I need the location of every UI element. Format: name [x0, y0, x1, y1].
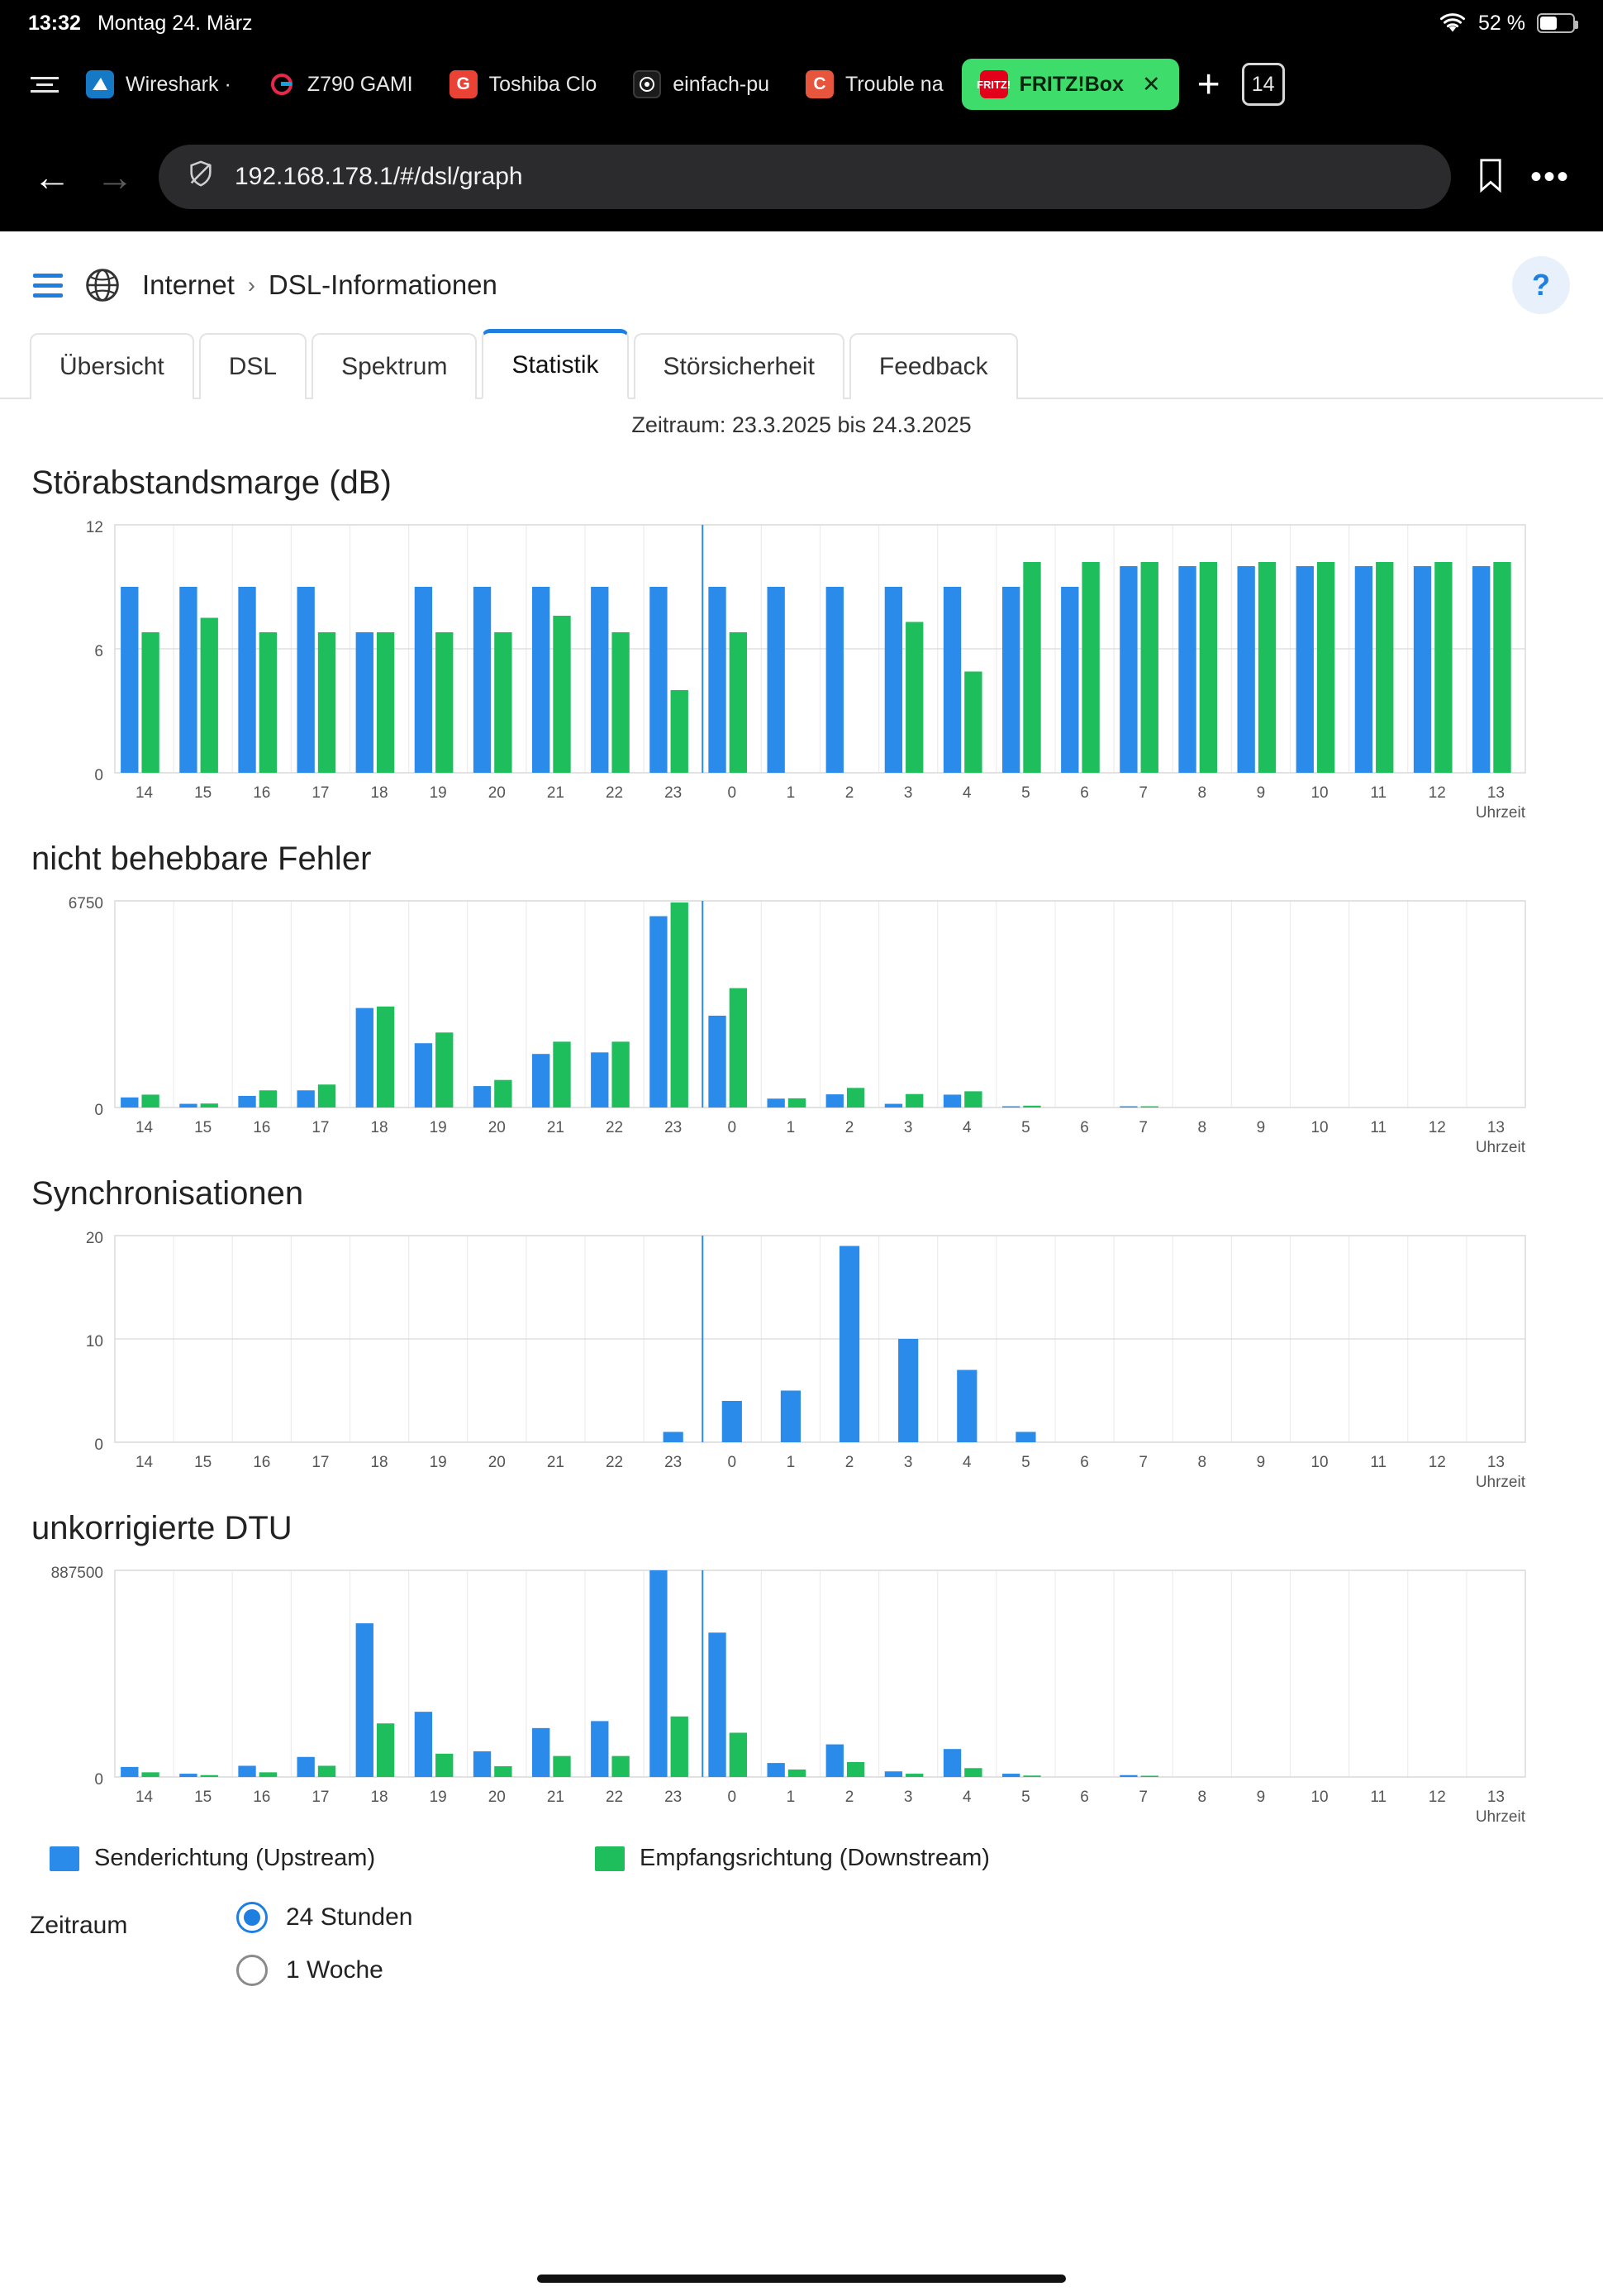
svg-text:22: 22 — [605, 1119, 624, 1136]
svg-text:6750: 6750 — [68, 895, 103, 912]
chart-stoerabstandsmarge — [28, 513, 1575, 819]
svg-text:11: 11 — [1370, 1119, 1387, 1136]
google-favicon: G — [450, 70, 478, 98]
tab-count-button[interactable]: 14 — [1242, 63, 1285, 106]
svg-text:9: 9 — [1256, 784, 1266, 802]
svg-text:12: 12 — [1428, 1789, 1446, 1806]
svg-text:0: 0 — [94, 1102, 103, 1119]
radio-icon-selected[interactable] — [236, 1902, 268, 1933]
chat-favicon: C — [806, 70, 834, 98]
breadcrumb — [142, 269, 497, 301]
tab-stoersicherheit[interactable]: Störsicherheit — [634, 333, 844, 399]
svg-text:14: 14 — [135, 1454, 154, 1471]
close-tab-icon[interactable]: ✕ — [1141, 71, 1161, 97]
svg-text:17: 17 — [312, 1789, 330, 1806]
svg-text:21: 21 — [546, 1119, 565, 1136]
gigabyte-favicon — [268, 70, 296, 98]
svg-text:12: 12 — [1428, 1119, 1446, 1136]
svg-text:Uhrzeit: Uhrzeit — [1475, 1474, 1525, 1489]
insecure-shield-icon — [187, 160, 215, 194]
chart-title: Synchronisationen — [31, 1175, 304, 1212]
chart-block-dtu — [0, 1510, 1603, 1823]
svg-text:7: 7 — [1139, 1454, 1148, 1471]
url-bar — [0, 122, 1603, 231]
svg-text:10: 10 — [1310, 1789, 1329, 1806]
svg-text:17: 17 — [312, 1454, 330, 1471]
svg-text:0: 0 — [94, 767, 103, 784]
svg-text:13: 13 — [1486, 1789, 1505, 1806]
svg-text:23: 23 — [664, 784, 683, 802]
svg-text:6: 6 — [94, 643, 103, 660]
page-header — [0, 231, 1603, 329]
browser-tab-trouble[interactable] — [787, 59, 962, 110]
tab-statistik[interactable]: Statistik — [482, 329, 628, 399]
svg-text:6: 6 — [1080, 1119, 1089, 1136]
svg-text:18: 18 — [370, 784, 388, 802]
chart-block-stoerabstandsmarge — [0, 464, 1603, 819]
svg-text:19: 19 — [429, 1454, 447, 1471]
svg-text:8: 8 — [1197, 1454, 1207, 1471]
radio-icon[interactable] — [236, 1955, 268, 1986]
svg-text:0: 0 — [727, 1454, 737, 1471]
svg-text:15: 15 — [194, 784, 212, 802]
fritzbox-favicon: FRITZ! — [980, 70, 1008, 98]
svg-text:7: 7 — [1139, 1789, 1148, 1806]
svg-text:4: 4 — [963, 784, 972, 802]
svg-text:0: 0 — [727, 784, 737, 802]
svg-text:0: 0 — [727, 1789, 737, 1806]
svg-text:8: 8 — [1197, 1119, 1207, 1136]
svg-text:22: 22 — [605, 784, 624, 802]
chart-block-fehler — [0, 841, 1603, 1154]
svg-text:4: 4 — [963, 1454, 972, 1471]
svg-text:20: 20 — [488, 1454, 506, 1471]
chart-title: Störabstandsmarge (dB) — [31, 464, 392, 501]
svg-text:17: 17 — [312, 784, 330, 802]
tab-spektrum[interactable]: Spektrum — [312, 333, 477, 399]
browser-tab-einfach[interactable] — [615, 59, 787, 110]
svg-text:8: 8 — [1197, 784, 1207, 802]
browser-tab-label: Trouble na — [845, 72, 944, 96]
svg-text:Uhrzeit: Uhrzeit — [1475, 1808, 1525, 1823]
svg-text:10: 10 — [1310, 1119, 1329, 1136]
svg-text:14: 14 — [135, 1789, 154, 1806]
svg-text:23: 23 — [664, 1789, 683, 1806]
svg-text:13: 13 — [1486, 1454, 1505, 1471]
svg-text:Uhrzeit: Uhrzeit — [1475, 804, 1525, 819]
fritzbox-page — [0, 231, 1603, 2296]
svg-text:15: 15 — [194, 1454, 212, 1471]
zeitraum-section — [0, 1880, 1603, 1986]
status-date: Montag 24. März — [97, 11, 253, 35]
svg-text:7: 7 — [1139, 1119, 1148, 1136]
browser-tab-label: Wireshark · — [126, 72, 231, 96]
svg-text:8: 8 — [1197, 1789, 1207, 1806]
svg-text:1: 1 — [786, 784, 796, 802]
svg-text:16: 16 — [253, 1454, 271, 1471]
svg-text:0: 0 — [94, 1771, 103, 1789]
svg-text:4: 4 — [963, 1789, 972, 1806]
svg-text:3: 3 — [903, 784, 913, 802]
chart-unkorrigierte-dtu — [28, 1559, 1575, 1823]
browser-tab-label: FRITZ!Box — [1019, 72, 1124, 96]
breadcrumb-separator: › — [247, 272, 255, 298]
svg-text:5: 5 — [1021, 1454, 1030, 1471]
breadcrumb-root[interactable]: Internet — [142, 269, 235, 300]
svg-text:2: 2 — [844, 784, 854, 802]
svg-text:9: 9 — [1256, 1454, 1266, 1471]
svg-text:0: 0 — [94, 1436, 103, 1454]
svg-text:13: 13 — [1486, 784, 1505, 802]
svg-text:1: 1 — [786, 1119, 796, 1136]
wireshark-favicon — [86, 70, 114, 98]
legend-item-downstream — [595, 1845, 990, 1872]
svg-text:15: 15 — [194, 1789, 212, 1806]
svg-text:21: 21 — [546, 784, 565, 802]
browser-tab-label: Toshiba Clo — [488, 72, 597, 96]
svg-text:2: 2 — [844, 1789, 854, 1806]
svg-text:887500: 887500 — [50, 1565, 103, 1582]
more-options-icon[interactable]: ••• — [1529, 158, 1570, 195]
battery-icon — [1537, 13, 1575, 33]
svg-text:14: 14 — [135, 1119, 154, 1136]
svg-text:17: 17 — [312, 1119, 330, 1136]
legend-item-upstream — [50, 1845, 595, 1872]
svg-text:5: 5 — [1021, 1789, 1030, 1806]
svg-text:10: 10 — [1310, 784, 1329, 802]
legend-label-upstream: Senderichtung (Upstream) — [94, 1845, 376, 1871]
radio-label: 24 Stunden — [286, 1903, 413, 1931]
svg-text:12: 12 — [1428, 784, 1446, 802]
chart-title: nicht behebbare Fehler — [31, 841, 372, 877]
bookmark-icon[interactable] — [1476, 158, 1505, 197]
back-button[interactable]: ← — [33, 155, 71, 198]
browser-tab-wireshark[interactable] — [68, 59, 250, 110]
browser-tab-label: Z790 GAMI — [307, 72, 413, 96]
address-bar[interactable] — [159, 145, 1451, 209]
legend-swatch-upstream — [50, 1846, 79, 1871]
chart-synchronisationen — [28, 1224, 1575, 1489]
svg-text:9: 9 — [1256, 1119, 1266, 1136]
url-text: 192.168.178.1/#/dsl/graph — [235, 163, 523, 190]
battery-percent: 52 % — [1478, 11, 1525, 35]
svg-text:16: 16 — [253, 1119, 271, 1136]
svg-text:11: 11 — [1370, 1789, 1387, 1806]
svg-text:6: 6 — [1080, 1454, 1089, 1471]
svg-text:5: 5 — [1021, 784, 1030, 802]
einfach-favicon — [633, 70, 661, 98]
svg-text:1: 1 — [786, 1454, 796, 1471]
svg-text:22: 22 — [605, 1789, 624, 1806]
breadcrumb-current: DSL-Informationen — [268, 269, 497, 300]
svg-text:18: 18 — [370, 1789, 388, 1806]
svg-text:21: 21 — [546, 1454, 565, 1471]
svg-text:16: 16 — [253, 1789, 271, 1806]
svg-text:4: 4 — [963, 1119, 972, 1136]
svg-text:14: 14 — [135, 784, 154, 802]
svg-text:20: 20 — [85, 1230, 103, 1247]
globe-icon — [84, 267, 121, 303]
wifi-icon — [1439, 12, 1467, 34]
radio-label: 1 Woche — [286, 1956, 383, 1984]
legend-label-downstream: Empfangsrichtung (Downstream) — [640, 1845, 990, 1871]
chart-title: unkorrigierte DTU — [31, 1510, 293, 1546]
svg-text:20: 20 — [488, 1789, 506, 1806]
zeitraum-label: Zeitraum — [30, 1912, 128, 1939]
period-text: Zeitraum: 23.3.2025 bis 24.3.2025 — [631, 412, 972, 437]
menu-icon[interactable] — [33, 274, 63, 298]
chart-legend — [0, 1823, 1603, 1880]
svg-text:6: 6 — [1080, 1789, 1089, 1806]
svg-text:10: 10 — [85, 1333, 103, 1350]
browser-tab-strip — [0, 46, 1603, 122]
svg-text:0: 0 — [727, 1119, 737, 1136]
svg-text:21: 21 — [546, 1789, 565, 1806]
radio-1-woche[interactable] — [236, 1955, 412, 1986]
forward-button[interactable]: → — [96, 155, 134, 198]
chart-block-synchronisationen — [0, 1175, 1603, 1489]
svg-text:18: 18 — [370, 1119, 388, 1136]
svg-text:11: 11 — [1370, 784, 1387, 802]
svg-text:23: 23 — [664, 1454, 683, 1471]
svg-text:13: 13 — [1486, 1119, 1505, 1136]
home-indicator — [537, 2275, 1066, 2283]
svg-text:2: 2 — [844, 1119, 854, 1136]
status-time: 13:32 — [28, 11, 81, 35]
svg-text:3: 3 — [903, 1789, 913, 1806]
tab-menu-icon[interactable] — [21, 77, 68, 93]
svg-text:23: 23 — [664, 1119, 683, 1136]
svg-text:9: 9 — [1256, 1789, 1266, 1806]
svg-text:22: 22 — [605, 1454, 624, 1471]
new-tab-button[interactable]: + — [1196, 62, 1220, 107]
browser-tab-fritzbox[interactable] — [962, 59, 1179, 110]
svg-text:19: 19 — [429, 1119, 447, 1136]
svg-text:12: 12 — [1428, 1454, 1446, 1471]
tab-feedback[interactable]: Feedback — [849, 333, 1018, 399]
tab-dsl[interactable]: DSL — [199, 333, 307, 399]
svg-text:2: 2 — [844, 1454, 854, 1471]
radio-24-stunden[interactable] — [236, 1902, 412, 1933]
browser-tab-label: einfach-pu — [673, 72, 770, 96]
svg-text:5: 5 — [1021, 1119, 1030, 1136]
svg-text:19: 19 — [429, 784, 447, 802]
legend-swatch-downstream — [595, 1846, 625, 1871]
svg-text:15: 15 — [194, 1119, 212, 1136]
svg-text:3: 3 — [903, 1119, 913, 1136]
svg-text:6: 6 — [1080, 784, 1089, 802]
svg-text:10: 10 — [1310, 1454, 1329, 1471]
tab-uebersicht[interactable]: Übersicht — [30, 333, 194, 399]
svg-text:12: 12 — [85, 519, 103, 536]
svg-text:20: 20 — [488, 784, 506, 802]
svg-text:3: 3 — [903, 1454, 913, 1471]
svg-text:1: 1 — [786, 1789, 796, 1806]
svg-text:Uhrzeit: Uhrzeit — [1475, 1139, 1525, 1154]
browser-tab-toshiba[interactable] — [431, 59, 616, 110]
chart-nicht-behebbare-fehler — [28, 889, 1575, 1154]
fritzbox-tabs — [0, 329, 1603, 399]
svg-text:20: 20 — [488, 1119, 506, 1136]
browser-tab-z790[interactable] — [250, 59, 431, 110]
help-button[interactable]: ? — [1512, 256, 1570, 314]
svg-text:19: 19 — [429, 1789, 447, 1806]
svg-text:11: 11 — [1370, 1454, 1387, 1471]
svg-text:7: 7 — [1139, 784, 1148, 802]
svg-text:18: 18 — [370, 1454, 388, 1471]
status-bar — [0, 0, 1603, 46]
svg-text:16: 16 — [253, 784, 271, 802]
